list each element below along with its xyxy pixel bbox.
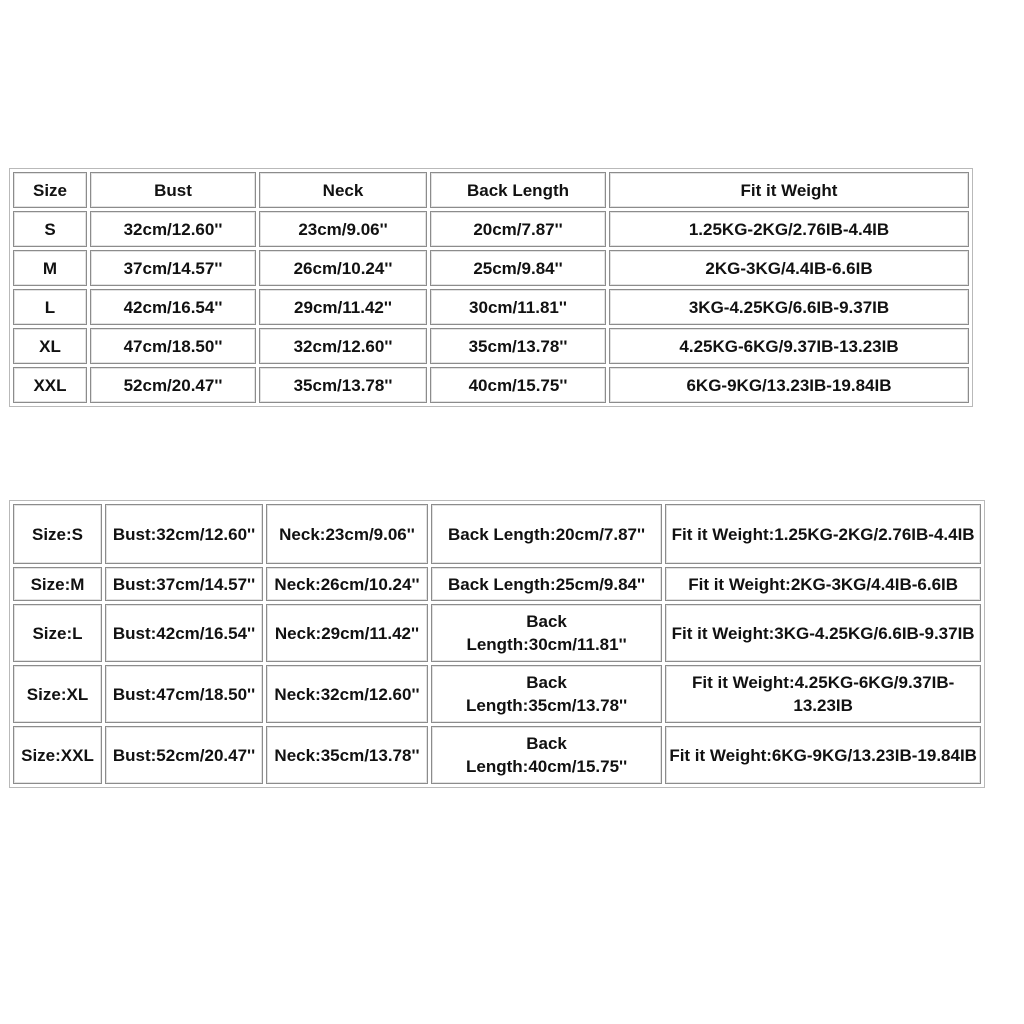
size-chart-table-labeled (9, 500, 985, 788)
cell-fit-weight: Fit it Weight:3KG-4.25KG/6.6IB-9.37IB (665, 604, 981, 662)
cell-fit-weight: 2KG-3KG/4.4IB-6.6IB (609, 250, 969, 286)
cell-neck: 32cm/12.60'' (259, 328, 427, 364)
cell-fit-weight: Fit it Weight:4.25KG-6KG/9.37IB-13.23IB (665, 665, 981, 723)
table-row (13, 567, 981, 601)
table-header-row (13, 172, 969, 208)
cell-bust: Bust:52cm/20.47'' (105, 726, 263, 784)
table-row (13, 726, 981, 784)
table-row (13, 328, 969, 364)
cell-fit-weight: Fit it Weight:2KG-3KG/4.4IB-6.6IB (665, 567, 981, 601)
cell-back-length: 30cm/11.81'' (430, 289, 606, 325)
cell-back-length: Back Length:30cm/11.81'' (431, 604, 662, 662)
size-chart-table (9, 168, 973, 407)
cell-size: M (13, 250, 87, 286)
cell-bust: Bust:37cm/14.57'' (105, 567, 263, 601)
table-row (13, 211, 969, 247)
cell-bust: Bust:47cm/18.50'' (105, 665, 263, 723)
cell-bust: 47cm/18.50'' (90, 328, 256, 364)
table-row (13, 504, 981, 564)
header-neck: Neck (259, 172, 427, 208)
cell-fit-weight: 1.25KG-2KG/2.76IB-4.4IB (609, 211, 969, 247)
cell-size: XL (13, 328, 87, 364)
cell-fit-weight: 3KG-4.25KG/6.6IB-9.37IB (609, 289, 969, 325)
header-size: Size (13, 172, 87, 208)
table-row (13, 250, 969, 286)
cell-fit-weight: Fit it Weight:1.25KG-2KG/2.76IB-4.4IB (665, 504, 981, 564)
cell-bust: 32cm/12.60'' (90, 211, 256, 247)
table-row (13, 665, 981, 723)
cell-size: Size:M (13, 567, 102, 601)
cell-neck: 26cm/10.24'' (259, 250, 427, 286)
table-row (13, 289, 969, 325)
table-row (13, 367, 969, 403)
header-bust: Bust (90, 172, 256, 208)
cell-neck: Neck:29cm/11.42'' (266, 604, 428, 662)
cell-neck: Neck:23cm/9.06'' (266, 504, 428, 564)
table-row (13, 604, 981, 662)
cell-neck: 35cm/13.78'' (259, 367, 427, 403)
cell-size: XXL (13, 367, 87, 403)
cell-neck: Neck:26cm/10.24'' (266, 567, 428, 601)
cell-fit-weight: Fit it Weight:6KG-9KG/13.23IB-19.84IB (665, 726, 981, 784)
cell-back-length: 35cm/13.78'' (430, 328, 606, 364)
cell-fit-weight: 6KG-9KG/13.23IB-19.84IB (609, 367, 969, 403)
header-fit-weight: Fit it Weight (609, 172, 969, 208)
cell-back-length: Back Length:20cm/7.87'' (431, 504, 662, 564)
cell-bust: Bust:32cm/12.60'' (105, 504, 263, 564)
cell-neck: Neck:32cm/12.60'' (266, 665, 428, 723)
cell-bust: Bust:42cm/16.54'' (105, 604, 263, 662)
cell-back-length: 20cm/7.87'' (430, 211, 606, 247)
cell-size: Size:S (13, 504, 102, 564)
header-back-length: Back Length (430, 172, 606, 208)
cell-back-length: Back Length:25cm/9.84'' (431, 567, 662, 601)
cell-size: Size:XL (13, 665, 102, 723)
cell-back-length: Back Length:40cm/15.75'' (431, 726, 662, 784)
cell-size: Size:L (13, 604, 102, 662)
cell-neck: 29cm/11.42'' (259, 289, 427, 325)
cell-size: L (13, 289, 87, 325)
cell-back-length: Back Length:35cm/13.78'' (431, 665, 662, 723)
cell-back-length: 40cm/15.75'' (430, 367, 606, 403)
cell-fit-weight: 4.25KG-6KG/9.37IB-13.23IB (609, 328, 969, 364)
cell-back-length: 25cm/9.84'' (430, 250, 606, 286)
cell-bust: 52cm/20.47'' (90, 367, 256, 403)
cell-neck: 23cm/9.06'' (259, 211, 427, 247)
cell-size: S (13, 211, 87, 247)
cell-bust: 42cm/16.54'' (90, 289, 256, 325)
cell-bust: 37cm/14.57'' (90, 250, 256, 286)
cell-size: Size:XXL (13, 726, 102, 784)
cell-neck: Neck:35cm/13.78'' (266, 726, 428, 784)
